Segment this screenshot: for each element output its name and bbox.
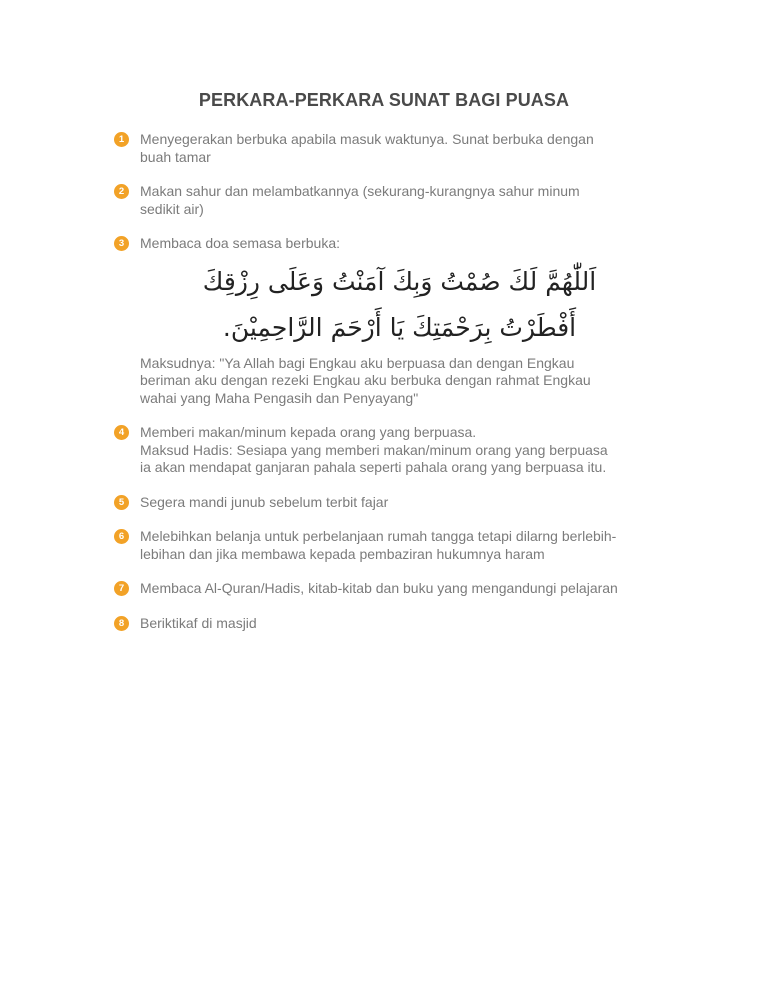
list-item-2 xyxy=(114,183,659,218)
item-line: sedikit air) xyxy=(140,200,204,217)
arabic-prayer xyxy=(140,259,659,351)
list-item-1 xyxy=(114,131,659,166)
item-text xyxy=(140,494,659,512)
meaning-line: beriman aku dengan rezeki Engkau aku berbuka dengan rahmat Engkau xyxy=(140,372,591,388)
list-item-6 xyxy=(114,528,659,563)
page-title: PERKARA-PERKARA SUNAT BAGI PUASA xyxy=(198,90,570,110)
prayer-meaning xyxy=(140,355,659,408)
item-line: Makan sahur dan melambatkannya (sekurang-kurangnya sahur minum xyxy=(140,183,580,199)
number-badge-icon: 4 xyxy=(114,425,129,440)
item-line: Membaca Al-Quran/Hadis, kitab-kitab dan buku yang mengandungi pelajaran xyxy=(140,580,618,596)
meaning-line: Maksudnya: "Ya Allah bagi Engkau aku berpuasa dan dengan Engkau xyxy=(140,354,575,371)
item-line: Melebihkan belanja untuk perbelanjaan rumah tangga tetapi dilarng berlebih- xyxy=(140,528,617,544)
list-item-7 xyxy=(114,580,659,598)
item-text xyxy=(140,580,659,598)
list-item-3 xyxy=(114,235,659,407)
meaning-line: wahai yang Maha Pengasih dan Penyayang" xyxy=(140,389,419,406)
item-text xyxy=(140,235,659,253)
list-item-8 xyxy=(114,615,659,633)
item-line: buah tamar xyxy=(140,148,211,165)
arabic-line: اَللّٰهُمَّ لَكَ صُمْتُ وَبِكَ آمَنْتُ وَعَلَى رِزْقِكَ xyxy=(202,266,597,296)
item-line: Beriktikaf di masjid xyxy=(140,614,257,631)
item-text xyxy=(140,131,659,166)
item-line: ia akan mendapat ganjaran pahala seperti pahala orang yang berpuasa itu. xyxy=(140,459,607,475)
number-badge-icon: 5 xyxy=(114,495,129,510)
number-badge-icon: 2 xyxy=(114,184,129,199)
list-item-5 xyxy=(114,494,659,512)
item-line: Maksud Hadis: Sesiapa yang memberi makan/minum orang yang berpuasa xyxy=(140,441,608,458)
item-line: Menyegerakan berbuka apabila masuk waktunya. Sunat berbuka dengan xyxy=(140,131,594,147)
item-text xyxy=(140,424,659,477)
number-badge-icon: 6 xyxy=(114,529,129,544)
item-line: Memberi makan/minum kepada orang yang berpuasa. xyxy=(140,424,477,440)
number-badge-icon: 1 xyxy=(114,132,129,147)
item-text xyxy=(140,528,659,563)
item-line: Segera mandi junub sebelum terbit fajar xyxy=(140,493,389,510)
item-text xyxy=(140,183,659,218)
item-line: lebihan dan jika membawa kepada pembaziran hukumnya haram xyxy=(140,545,545,562)
arabic-line: أَفْطَرْتُ بِرَحْمَتِكَ يَا أَرْحَمَ الرَّاحِمِيْنَ. xyxy=(222,312,577,342)
number-badge-icon: 7 xyxy=(114,581,129,596)
item-text xyxy=(140,615,659,633)
sunat-list xyxy=(114,131,659,632)
list-item-4 xyxy=(114,424,659,477)
item-intro: Membaca doa semasa berbuka: xyxy=(140,235,340,251)
number-badge-icon: 3 xyxy=(114,236,129,251)
number-badge-icon: 8 xyxy=(114,616,129,631)
